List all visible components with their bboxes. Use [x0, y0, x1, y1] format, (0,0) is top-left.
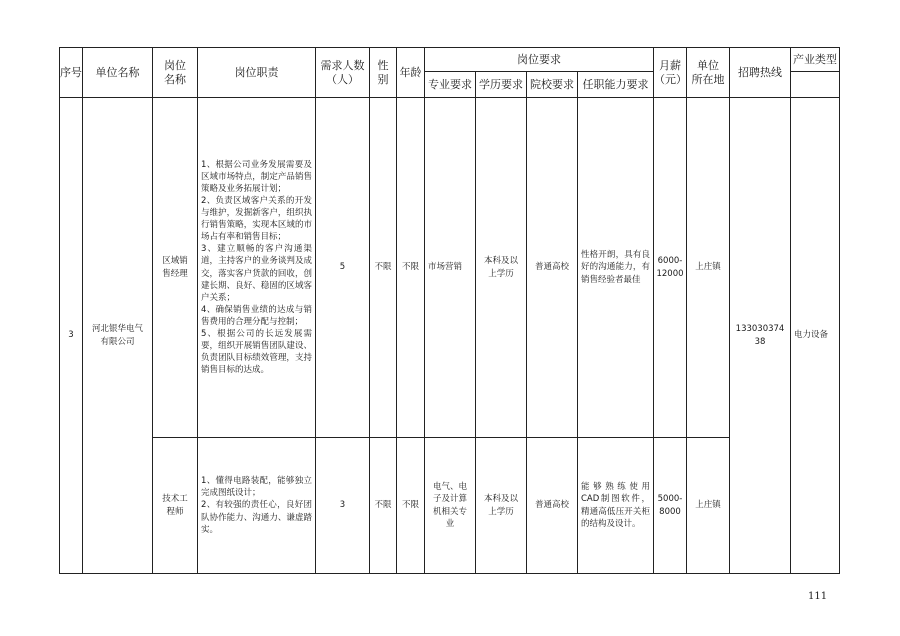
page-number: 111 [808, 591, 828, 602]
major-requirement: 市场营销 [425, 98, 476, 438]
age: 不限 [397, 98, 425, 438]
position-name: 区域销 售经理 [153, 98, 198, 438]
company-name: 河北银华电气 有限公司 [83, 98, 153, 574]
gender: 不限 [370, 438, 397, 574]
position-duties: 1、根据公司业务发展需要及区域市场特点，制定产品销售策略及业务拓展计划； 2、负责区域客户关系的开发与维护，发掘新客户，组织执行销售策略，实现本区域的市场占有率和销售目标； 3、建立顺畅的客户沟通渠道，主持客户的业务谈判及成交，落实客户货款的回收，创建长期、良好、稳固的区域客户关系； 4、确保销售业绩的达成与销售费用的合理分配与控制； 5、根据公司的长远发展需要，组织开展销售团队建设、负责团队目标绩效管理，支持销售目标的达成。 [198, 98, 316, 438]
header-duties: 岗位职责 [198, 48, 316, 98]
header-industry: 产业类型 [791, 48, 840, 72]
header-school: 院校要求 [527, 72, 578, 98]
header-major: 专业要求 [425, 72, 476, 98]
header-salary: 月薪 （元） [654, 48, 687, 98]
location: 上庄镇 [687, 98, 730, 438]
header-company: 单位名称 [83, 48, 153, 98]
header-education: 学历要求 [476, 72, 527, 98]
header-age: 年龄 [397, 48, 425, 98]
header-industry-blank [791, 72, 840, 98]
salary: 5000- 8000 [654, 438, 687, 574]
location: 上庄镇 [687, 438, 730, 574]
header-requirements: 岗位要求 [425, 48, 654, 72]
header-ability: 任职能力要求 [578, 72, 654, 98]
industry: 电力设备 [791, 98, 840, 574]
education-requirement: 本科及以 上学历 [476, 98, 527, 438]
education-requirement: 本科及以 上学历 [476, 438, 527, 574]
school-requirement: 普通高校 [527, 438, 578, 574]
ability-requirement: 性格开朗，具有良好的沟通能力，有销售经验者最佳 [578, 98, 654, 438]
headcount: 3 [316, 438, 370, 574]
gender: 不限 [370, 98, 397, 438]
company-seq: 3 [60, 98, 83, 574]
header-location: 单位 所在地 [687, 48, 730, 98]
school-requirement: 普通高校 [527, 98, 578, 438]
recruitment-table [59, 47, 840, 574]
header-hotline: 招聘热线 [730, 48, 791, 98]
table-row [60, 98, 840, 438]
header-seq: 序号 [60, 48, 83, 98]
recruitment-table-sheet [59, 47, 839, 573]
salary: 6000- 12000 [654, 98, 687, 438]
position-duties: 1、懂得电路装配，能够独立完成图纸设计； 2、有较强的责任心，良好团队协作能力、沟通力、谦虚踏实。 [198, 438, 316, 574]
header-position: 岗位 名称 [153, 48, 198, 98]
hotline: 133030374 38 [730, 98, 791, 574]
headcount: 5 [316, 98, 370, 438]
age: 不限 [397, 438, 425, 574]
ability-requirement: 能够熟练使用CAD制图软件，精通高低压开关柜的结构及设计。 [578, 438, 654, 574]
major-requirement: 电气、电 子及计算 机相关专 业 [425, 438, 476, 574]
header-headcount: 需求人数 （人） [316, 48, 370, 98]
position-name: 技术工 程师 [153, 438, 198, 574]
table-row [60, 438, 840, 574]
header-gender: 性 别 [370, 48, 397, 98]
